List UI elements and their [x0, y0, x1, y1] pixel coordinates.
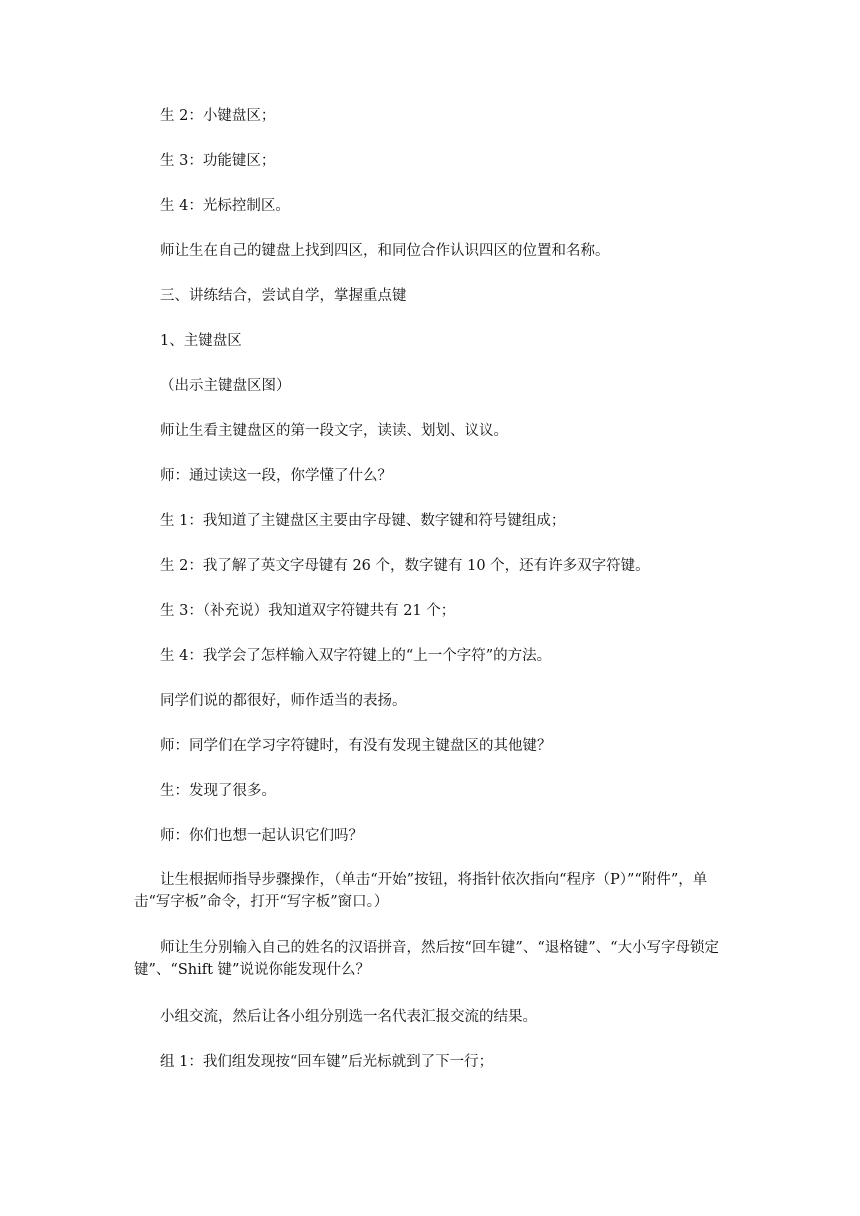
paragraph: （出示主键盘区图） [160, 378, 291, 394]
paragraph: 生：发现了很多。 [160, 783, 276, 799]
paragraph: 生 2：我了解了英文字母键有 26 个，数字键有 10 个，还有许多双字符键。 [160, 558, 650, 574]
paragraph: 师：你们也想一起认识它们吗？ [160, 828, 363, 844]
paragraph: 生 4：光标控制区。 [160, 198, 290, 214]
paragraph: 师：通过读这一段，你学懂了什么？ [160, 468, 392, 484]
paragraph: 生 3：（补充说）我知道双字符键共有 21 个； [160, 603, 456, 619]
subsection-heading: 1、主键盘区 [160, 333, 242, 349]
paragraph: 师让生看主键盘区的第一段文字，读读、划划、议议。 [160, 423, 508, 439]
paragraph: 师让生在自己的键盘上找到四区，和同位合作认识四区的位置和名称。 [160, 243, 610, 259]
paragraph: 同学们说的都很好，师作适当的表扬。 [160, 693, 407, 709]
section-heading: 三、讲练结合，尝试自学，掌握重点键 [160, 288, 407, 304]
paragraph: 生 1：我知道了主键盘区主要由字母键、数字键和符号键组成； [160, 513, 566, 529]
paragraph: 生 4：我学会了怎样输入双字符键上的“上一个字符”的方法。 [160, 648, 552, 664]
paragraph: 师让生分别输入自己的姓名的汉语拼音，然后按“回车键”、“退格键”、“大小写字母锁定键”、“Shift 键”说说你能发现什么？ [134, 940, 720, 978]
paragraph: 让生根据师指导步骤操作，（单击“开始”按钮，将指针依次指向“程序（P）”“附件”，单击“写字板”命令，打开“写字板”窗口。） [134, 872, 708, 910]
paragraph: 小组交流，然后让各小组分别选一名代表汇报交流的结果。 [160, 1009, 537, 1025]
paragraph: 生 3：功能键区； [160, 153, 276, 169]
paragraph: 师：同学们在学习字符键时，有没有发现主键盘区的其他键？ [160, 738, 552, 754]
paragraph: 组 1：我们组发现按“回车键”后光标就到了下一行； [160, 1054, 494, 1070]
paragraph: 生 2：小键盘区； [160, 108, 276, 124]
